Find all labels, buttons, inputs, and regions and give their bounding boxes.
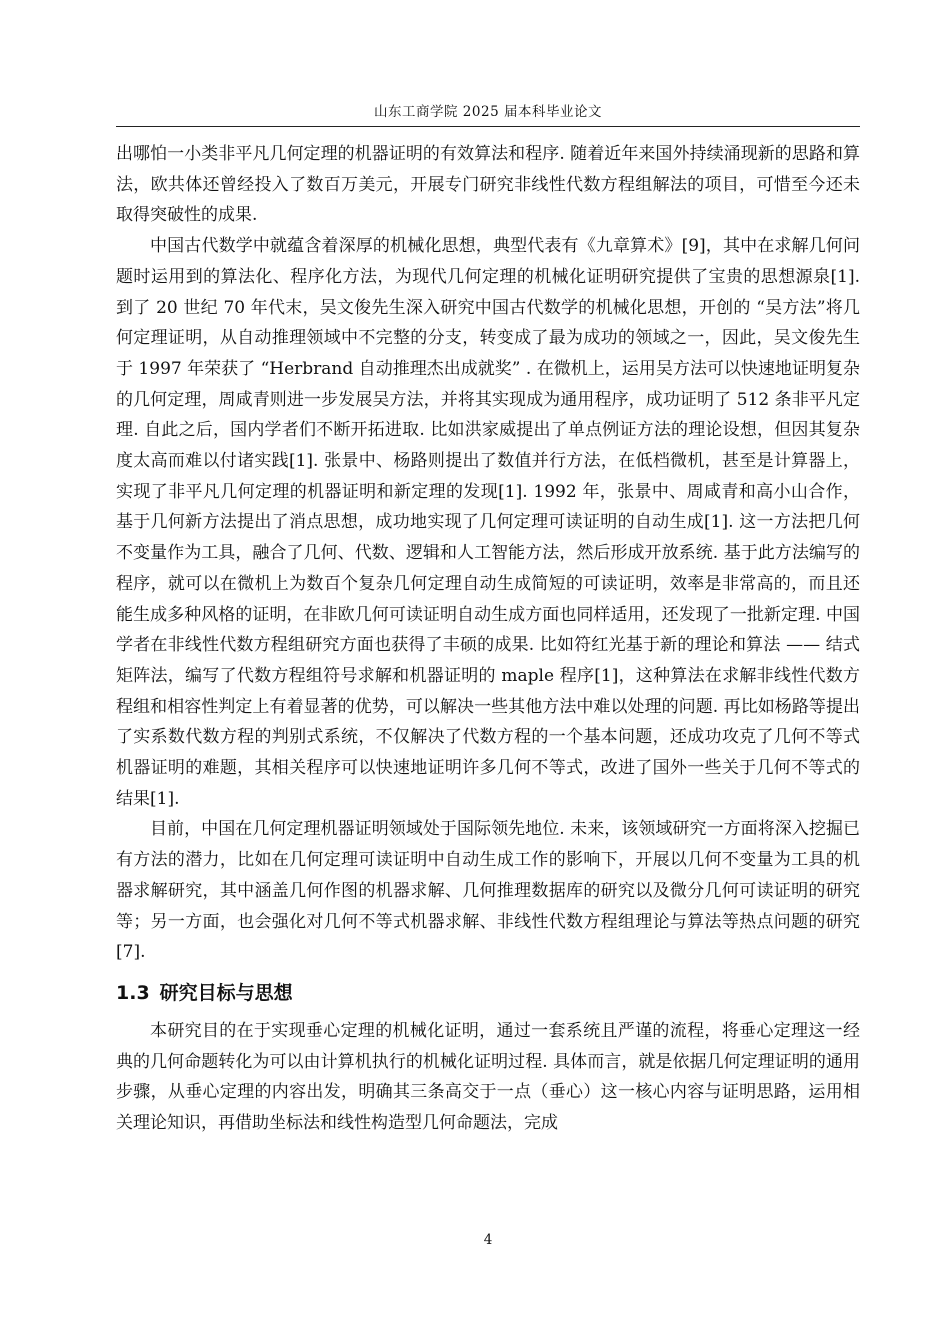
section-number: 1.3 [116, 981, 150, 1004]
paragraph-objective: 本研究目的在于实现垂心定理的机械化证明，通过一套系统且严谨的流程，将垂心定理这一经典的几何命题转化为可以由计算机执行的机械化证明过程. 具体而言，就是依据几何定理证明的通用步骤，从垂心定理的内容出发，明确其三条高交于一点（垂心）这一核心内容与证明思路，运用相关理论知识，再借助坐标法和线性构造型几何命题法，完成 [116, 1020, 860, 1134]
paragraph-continuation: 出哪怕一小类非平凡几何定理的机器证明的有效算法和程序. 随着近年来国外持续涌现新的思路和算法，欧共体还曾经投入了数百万美元，开展专门研究非线性代数方程组解法的项目，可惜至今还未取得突破性的成果. [116, 144, 860, 226]
main-body [116, 139, 860, 1139]
header-rule [116, 126, 860, 127]
section-title: 研究目标与思想 [159, 981, 293, 1004]
running-header: 山东工商学院 2025 届本科毕业论文 [374, 104, 602, 120]
page-number: 4 [483, 1232, 493, 1248]
paragraph-outlook: 目前，中国在几何定理机器证明领域处于国际领先地位. 未来，该领域研究一方面将深入挖掘已有方法的潜力，比如在几何定理可读证明中自动生成工作的影响下，开展以几何不变量为工具的机器求解研究，其中涵盖几何作图的机器求解、几何推理数据库的研究以及微分几何可读证明的研究等；另一方面，也会强化对几何不等式机器求解、非线性代数方程组理论与算法等热点问题的研究[7]. [116, 819, 860, 963]
section-heading [116, 976, 860, 1010]
paragraph-history: 中国古代数学中就蕴含着深厚的机械化思想，典型代表有《九章算术》[9]，其中在求解几何问题时运用到的算法化、程序化方法，为现代几何定理的机械化证明研究提供了宝贵的思想源泉[1]. 到了 20 世纪 70 年代末，吴文俊先生深入研究中国古代数学的机械化思想，开创的 “吴方法”将几何定理证明，从自动推理领域中不完整的分支，转变成了最为成功的领域之一，因此，吴文俊先生于 1997 年荣获了 “Herbrand 自动推理杰出成就奖” . 在微机上，运用吴方法可以快速地证明复杂的几何定理，周咸青则进一步发展吴方法，并将其实现成为通用程序，成功证明了 512 条非平凡定理. 自此之后，国内学者们不断开拓进取. 比如洪家威提出了单点例证方法的理论设想，但因其复杂度太高而难以付诸实践[1]. 张景中、杨路则提出了数值并行方法，在低档微机，甚至是计算器上，实现了非平凡几何定理的机器证明和新定理的发现[1]. 1992 年，张景中、周咸青和高小山合作，基于几何新方法提出了消点思想，成功地实现了几何定理可读证明的自动生成[1]. 这一方法把几何不变量作为工具，融合了几何、代数、逻辑和人工智能方法，然后形成开放系统. 基于此方法编写的程序，就可以在微机上为数百个复杂几何定理自动生成简短的可读证明，效率是非常高的，而且还能生成多种风格的证明，在非欧几何可读证明自动生成方面也同样适用，还发现了一批新定理. 中国学者在非线性代数方程组研究方面也获得了丰硕的成果. 比如符红光基于新的理论和算法 —— 结式矩阵法，编写了代数方程组符号求解和机器证明的 maple 程序[1]，这种算法在求解非线性代数方程组和相容性判定上有着显著的优势，可以解决一些其他方法中难以处理的问题. 再比如杨路等提出了实系数代数方程的判别式系统，不仅解决了代数方程的一个基本问题，还成功攻克了几何不等式机器证明的难题，其相关程序可以快速地证明许多几何不等式，改进了国外一些关于几何不等式的结果[1]. [116, 236, 860, 809]
